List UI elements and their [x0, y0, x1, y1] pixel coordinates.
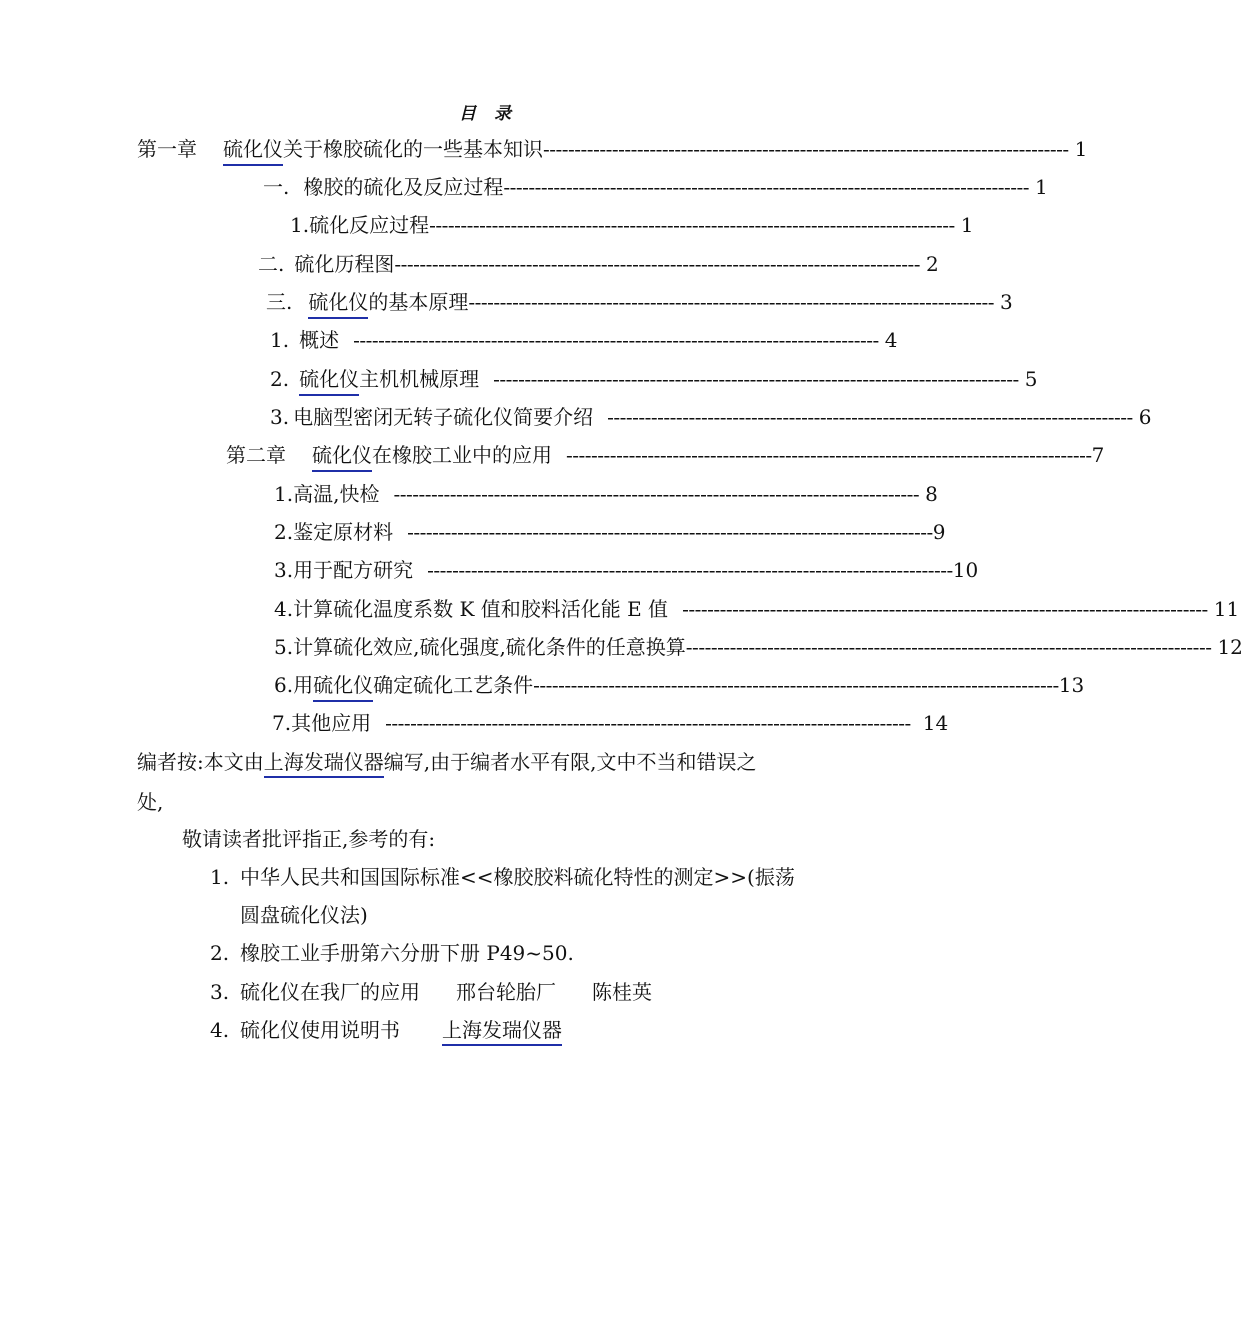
- toc-leader: ------------------------------------------------------------------------------------: [468, 290, 995, 314]
- toc-item-number: 3.: [270, 405, 290, 429]
- reference-item: [210, 940, 574, 966]
- toc-entry-text: 2.鉴定原材料: [274, 520, 394, 544]
- toc-section-label: 三.: [266, 290, 293, 314]
- editor-note-lead: 编者按:本文由: [137, 750, 264, 774]
- reference-text: 橡胶工业手册第六分册下册 P49~50.: [240, 941, 574, 965]
- toc-leader: ------------------------------------------------------------------------------------: [543, 137, 1069, 161]
- toc-leader: ------------------------------------------------------------------------------------: [566, 443, 1092, 467]
- toc-link-sulfurmeter[interactable]: 硫化仪: [313, 672, 373, 702]
- toc-page-number: 7: [1091, 443, 1105, 467]
- reference-number: 4.: [210, 1018, 230, 1042]
- toc-page-number: 12: [1217, 635, 1243, 659]
- toc-page-number: 1: [960, 213, 974, 237]
- toc-entry-text: 的基本原理: [368, 290, 469, 314]
- toc-page-number: 11: [1213, 597, 1240, 621]
- page-title: 目 录: [459, 104, 517, 124]
- toc-leader: ------------------------------------------------------------------------------------: [685, 635, 1212, 659]
- toc-leader: ------------------------------------------------------------------------------------: [394, 252, 921, 276]
- editor-note-line3: 敬请读者批评指正,参考的有:: [182, 827, 436, 851]
- toc-page-number: 1: [1074, 137, 1088, 161]
- toc-entry-2-5[interactable]: [274, 634, 1243, 660]
- toc-entry-2-7[interactable]: [272, 710, 949, 736]
- toc-entry-text: 关于橡胶硫化的一些基本知识: [283, 137, 543, 161]
- toc-page-number: 4: [884, 328, 898, 352]
- toc-entry-text: 7.其他应用: [272, 711, 372, 735]
- reference-link[interactable]: 上海发瑞仪器: [442, 1018, 562, 1046]
- toc-leader: ------------------------------------------------------------------------------------: [385, 711, 911, 735]
- reference-text: 硫化仪使用说明书: [240, 1018, 400, 1042]
- toc-entry-1-3-3[interactable]: [270, 404, 1152, 430]
- reference-item: [210, 979, 652, 1005]
- toc-entry-ch2[interactable]: [226, 442, 1105, 472]
- reference-item: [210, 1017, 562, 1043]
- toc-entry-1-3-1[interactable]: [270, 327, 898, 353]
- toc-entry-text: 橡胶的硫化及反应过程: [303, 175, 504, 199]
- toc-entry-text: 1.硫化反应过程: [290, 213, 430, 237]
- toc-leader: ------------------------------------------------------------------------------------: [353, 328, 879, 352]
- toc-entry-2-6[interactable]: [274, 672, 1085, 702]
- editor-note-rest: 编写,由于编者水平有限,文中不当和错误之: [383, 750, 757, 774]
- toc-leader: ------------------------------------------------------------------------------------: [682, 597, 1208, 621]
- toc-link-sulfurmeter[interactable]: 硫化仪: [308, 289, 368, 319]
- toc-page-number: 5: [1024, 367, 1038, 391]
- toc-link-sulfurmeter[interactable]: 硫化仪: [312, 442, 372, 472]
- toc-leader: ------------------------------------------------------------------------------------: [393, 482, 920, 506]
- toc-page-number: 13: [1058, 673, 1085, 697]
- toc-leader: ------------------------------------------------------------------------------------: [503, 175, 1030, 199]
- toc-page-number: 2: [926, 252, 939, 276]
- toc-item-number: 6.用: [274, 673, 314, 697]
- toc-leader: ------------------------------------------------------------------------------------: [533, 673, 1059, 697]
- toc-entry-ch1[interactable]: [137, 136, 1088, 166]
- toc-entry-1-1-1[interactable]: [290, 212, 974, 238]
- toc-entry-1-2[interactable]: [258, 251, 939, 277]
- toc-entry-text: 3.用于配方研究: [274, 558, 414, 582]
- toc-page-number: 9: [932, 520, 946, 544]
- toc-entry-text: 5.计算硫化效应,硫化强度,硫化条件的任意换算: [274, 635, 686, 659]
- reference-number: 3.: [210, 980, 230, 1004]
- toc-page-number: 1: [1035, 175, 1048, 199]
- toc-leader: ------------------------------------------------------------------------------------: [407, 520, 933, 544]
- toc-item-number: 2.: [270, 367, 290, 391]
- toc-leader: ------------------------------------------------------------------------------------: [493, 367, 1019, 391]
- editor-note-line2: 处,: [137, 790, 164, 814]
- toc-page-number: 10: [952, 558, 979, 582]
- toc-entry-text: 在橡胶工业中的应用: [372, 443, 552, 467]
- toc-link-sulfurmeter[interactable]: 硫化仪: [223, 136, 283, 166]
- reference-item-continued: 圆盘硫化仪法): [240, 903, 368, 927]
- toc-entry-text: 主机机械原理: [359, 367, 480, 391]
- toc-link-sulfurmeter[interactable]: 硫化仪: [299, 366, 359, 396]
- toc-item-number: 1.: [270, 328, 290, 352]
- toc-section-label: 二.: [258, 252, 285, 276]
- toc-entry-1-1[interactable]: [263, 174, 1048, 200]
- reference-item: [210, 864, 795, 890]
- toc-page-number: 8: [925, 482, 938, 506]
- toc-section-label: 一.: [263, 175, 290, 199]
- toc-entry-text: 电脑型密闭无转子硫化仪简要介绍: [293, 405, 594, 429]
- toc-leader: ------------------------------------------------------------------------------------: [427, 558, 953, 582]
- editor-note-line1: [137, 749, 756, 775]
- toc-page-number: 3: [1000, 290, 1013, 314]
- toc-entry-2-2[interactable]: [274, 519, 946, 545]
- reference-number: 1.: [210, 865, 230, 889]
- toc-chapter-label: 第一章: [137, 137, 197, 161]
- toc-entry-2-1[interactable]: [274, 481, 938, 507]
- toc-entry-2-3[interactable]: [274, 557, 979, 583]
- reference-text: 中华人民共和国国际标准<<橡胶胶料硫化特性的测定>>(振荡: [240, 865, 795, 889]
- toc-entry-text: 4.计算硫化温度系数 K 值和胶料活化能 E 值: [274, 597, 669, 621]
- toc-entry-2-4[interactable]: [274, 596, 1240, 622]
- toc-entry-1-3[interactable]: [266, 289, 1013, 319]
- toc-entry-text: 1.高温,快检: [274, 482, 380, 506]
- reference-publisher: 邢台轮胎厂: [456, 980, 556, 1004]
- toc-entry-1-3-2[interactable]: [270, 366, 1038, 396]
- reference-text: 硫化仪在我厂的应用: [240, 980, 420, 1004]
- reference-author: 陈桂英: [592, 980, 652, 1004]
- toc-page-number: 6: [1138, 405, 1152, 429]
- reference-number: 2.: [210, 941, 230, 965]
- toc-entry-text: 概述: [299, 328, 340, 352]
- editor-note-link[interactable]: 上海发瑞仪器: [264, 750, 384, 778]
- toc-page-number: 14: [922, 711, 949, 735]
- toc-leader: ------------------------------------------------------------------------------------: [429, 213, 955, 237]
- toc-chapter-label: 第二章: [226, 443, 286, 467]
- toc-entry-text: 确定硫化工艺条件: [373, 673, 534, 697]
- toc-leader: ------------------------------------------------------------------------------------: [607, 405, 1133, 429]
- toc-entry-text: 硫化历程图: [294, 252, 395, 276]
